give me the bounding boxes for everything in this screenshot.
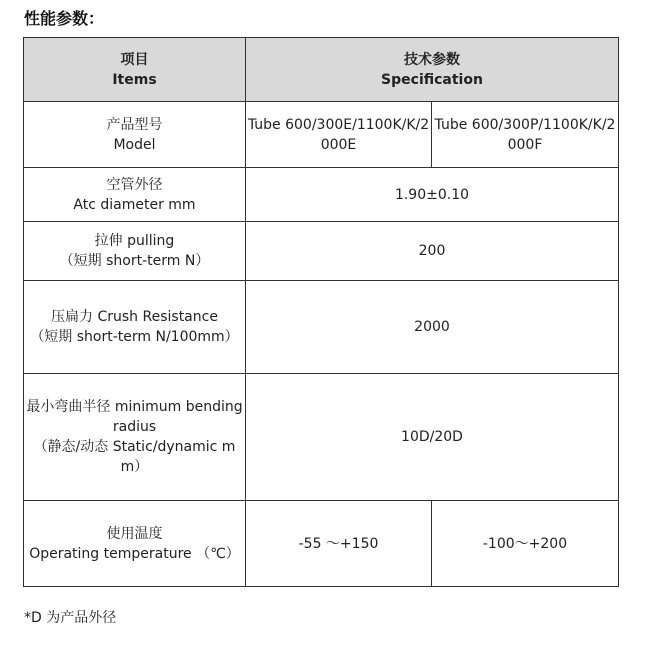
row-label-line: 空管外径 — [106, 176, 163, 193]
row-label-cell — [24, 102, 246, 168]
temperature-value-p: -100～+200 — [432, 501, 619, 587]
bending-value: 10D/20D — [246, 374, 619, 501]
header-items-en: Items — [112, 71, 157, 88]
row-label-cell — [24, 168, 246, 222]
row-label-line: Atc diameter mm — [73, 196, 196, 213]
row-label-cell — [24, 281, 246, 374]
row-label-cell — [24, 222, 246, 281]
table-row-temperature — [24, 501, 619, 587]
row-label-line: （静态/动态 Static/dynamic mm） — [33, 439, 236, 475]
row-label-line: Model — [113, 136, 156, 153]
header-items-cell — [24, 38, 246, 102]
pulling-value: 200 — [246, 222, 619, 281]
table-row-diameter — [24, 168, 619, 222]
header-items-cn: 项目 — [120, 51, 149, 68]
section-title: 性能参数： — [24, 9, 105, 28]
row-label-cell — [24, 374, 246, 501]
row-label-line: （短期 short-term N/100mm） — [30, 329, 239, 345]
row-label-line: （短期 short-term N） — [59, 253, 210, 269]
footnote: *D 为产品外径 — [24, 610, 117, 626]
header-spec-en: Specification — [381, 71, 483, 88]
temperature-value-e: -55 ～+150 — [246, 501, 432, 587]
row-label-line: Operating temperature （℃） — [29, 545, 240, 562]
header-spec-cn: 技术参数 — [404, 51, 460, 68]
row-label-line: 拉伸 pulling — [94, 233, 175, 249]
row-label-line: 产品型号 — [106, 116, 163, 133]
diameter-value: 1.90±0.10 — [246, 168, 619, 222]
table-row-crush — [24, 281, 619, 374]
row-label-line: 压扁力 Crush Resistance — [51, 309, 218, 325]
model-value-p: Tube 600/300P/1100K/K/2000F — [432, 102, 619, 168]
row-label-cell — [24, 501, 246, 587]
table-row-pulling — [24, 222, 619, 281]
header-spec-cell — [246, 38, 619, 102]
row-label-line: 最小弯曲半径 minimum bending radius — [26, 399, 243, 435]
model-value-e: Tube 600/300E/1100K/K/2000E — [246, 102, 432, 168]
crush-value: 2000 — [246, 281, 619, 374]
row-label-line: 使用温度 — [106, 525, 163, 542]
table-header-row — [24, 38, 619, 102]
table-row-bending — [24, 374, 619, 501]
table-row-model — [24, 102, 619, 168]
spec-table — [23, 37, 619, 587]
